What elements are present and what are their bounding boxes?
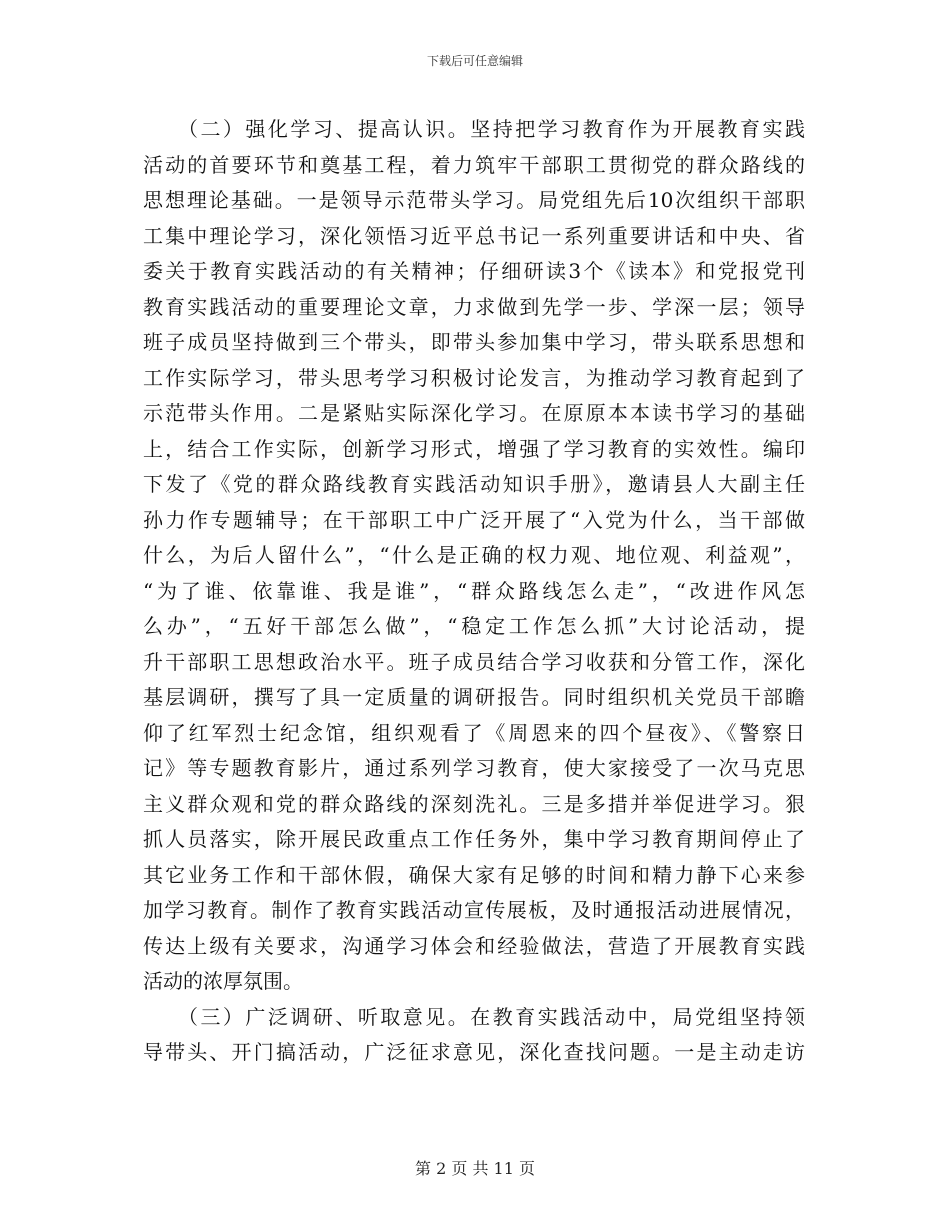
body-text	[143, 112, 805, 1071]
text-line: 下发了《党的群众路线教育实践活动知识手册》，邀请县人大副主任	[143, 472, 805, 496]
text-line: 升干部职工思想政治水平。班子成员结合学习收获和分管工作，深化	[143, 649, 805, 674]
text-line: 什么，为后人留什么”，“什么是正确的权力观、地位观、利益观”，	[143, 543, 805, 567]
text-line: 工集中理论学习，深化领悟习近平总书记一系列重要讲话和中央、省	[143, 223, 805, 248]
text-line: （三）广泛调研、听取意见。在教育实践活动中，局党组坚持领	[143, 1004, 805, 1029]
text-line: 上，结合工作实际，创新学习形式，增强了学习教育的实效性。编印	[143, 436, 805, 461]
text-line: 基层调研，撰写了具一定质量的调研报告。同时组织机关党员干部瞻	[143, 685, 805, 709]
text-line: 示范带头作用。二是紧贴实际深化学习。在原原本本读书学习的基础	[143, 401, 805, 425]
text-line: 传达上级有关要求，沟通学习体会和经验做法，营造了开展教育实践	[143, 933, 805, 958]
text-line: 教育实践活动的重要理论文章，力求做到先学一步、学深一层；领导	[143, 294, 805, 319]
text-line: 孙力作专题辅导；在干部职工中广泛开展了“入党为什么，当干部做	[143, 507, 805, 532]
text-line: 加学习教育。制作了教育实践活动宣传展板，及时通报活动进展情况，	[143, 898, 805, 922]
text-line: 其它业务工作和干部休假，确保大家有足够的时间和精力静下心来参	[143, 862, 805, 887]
text-line: 工作实际学习，带头思考学习积极讨论发言，为推动学习教育起到了	[143, 365, 805, 390]
text-line: 仰了红军烈士纪念馆，组织观看了《周恩来的四个昼夜》、《警察日	[143, 720, 805, 745]
text-line: 主义群众观和党的群众路线的深刻洗礼。三是多措并举促进学习。狠	[143, 791, 805, 816]
text-line: 班子成员坚持做到三个带头，即带头参加集中学习，带头联系思想和	[143, 330, 805, 354]
text-line: 思想理论基础。一是领导示范带头学习。局党组先后10次组织干部职	[143, 188, 805, 212]
text-line: 导带头、开门搞活动，广泛征求意见，深化查找问题。一是主动走访	[143, 1040, 805, 1064]
text-line: 抓人员落实，除开展民政重点工作任务外，集中学习教育期间停止了	[143, 827, 805, 851]
text-line: 活动的首要环节和奠基工程，着力筑牢干部职工贯彻党的群众路线的	[143, 152, 805, 177]
text-line: （二）强化学习、提高认识。坚持把学习教育作为开展教育实践	[143, 117, 805, 141]
text-line: 记》等专题教育影片，通过系列学习教育，使大家接受了一次马克思	[143, 756, 805, 780]
page-footer: 第 2 页 共 11 页	[415, 1159, 535, 1178]
text-line: 委关于教育实践活动的有关精神；仔细研读3个《读本》和党报党刊	[143, 259, 805, 283]
text-line: “为了谁、依靠谁、我是谁”，“群众路线怎么走”，“改进作风怎	[143, 578, 805, 603]
page-header: 下载后可任意编辑	[426, 54, 523, 68]
text-line: 么办”，“五好干部怎么做”，“稳定工作怎么抓”大讨论活动，提	[143, 614, 805, 638]
text-line: 活动的浓厚氛围。	[143, 969, 303, 993]
